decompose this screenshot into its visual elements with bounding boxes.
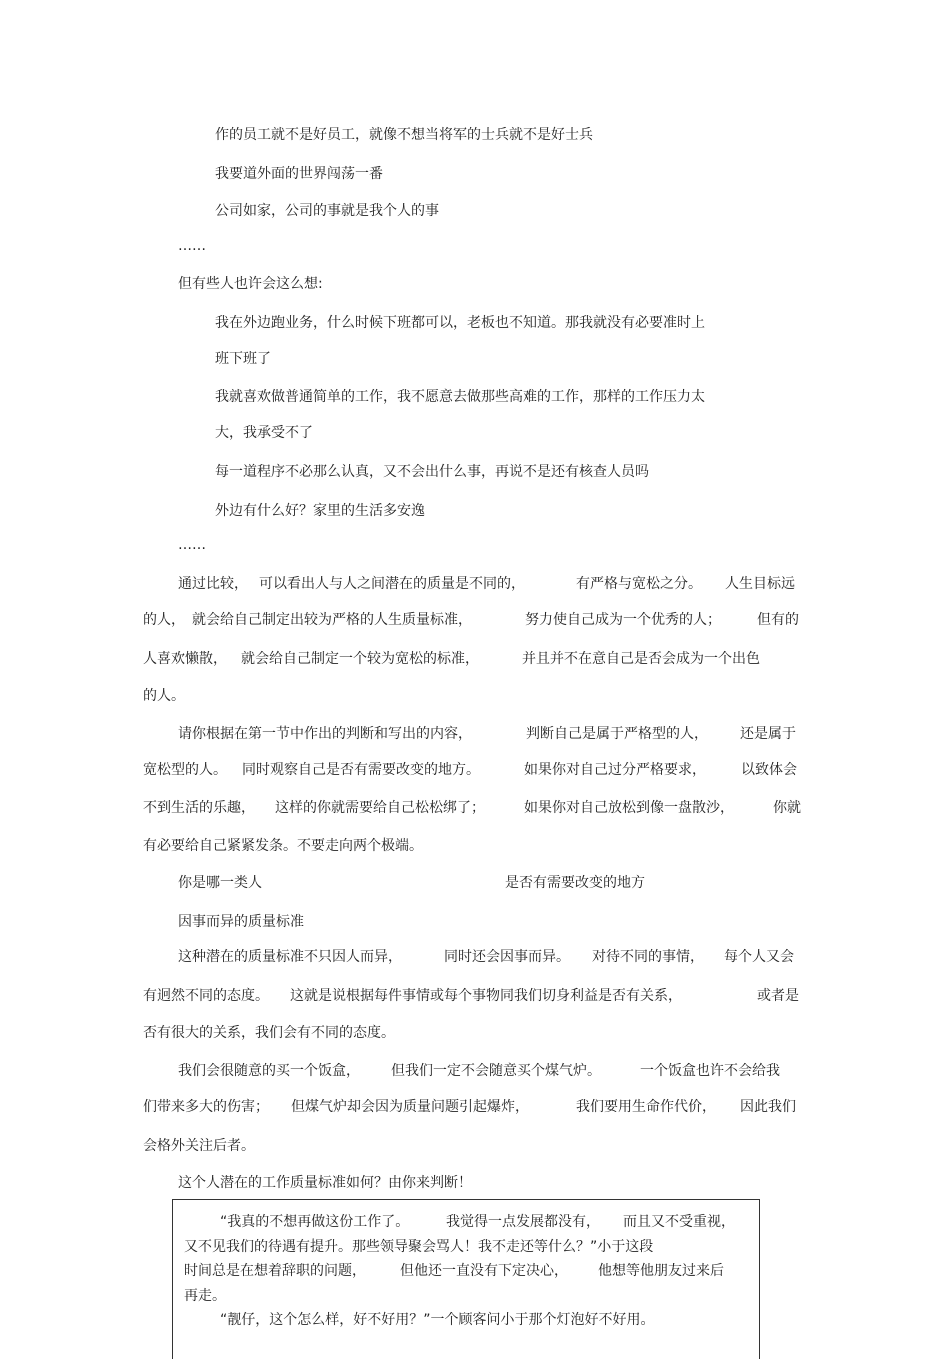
text-segment: 这样的你就需要给自己松松绑了；: [275, 800, 485, 816]
text-segment: 还是属于: [740, 726, 796, 742]
text-segment: 可以看出人与人之间潜在的质量是不同的，: [259, 576, 525, 592]
paragraph-line: [0, 610, 950, 630]
text-segment: 我们会很随意的买一个饭盒，: [178, 1063, 360, 1079]
text-segment: 就会给自己制定一个较为宽松的标准，: [241, 651, 479, 667]
thought-item: 我在外边跑业务，什么时候下班都可以，老板也不知道。那我就没有必要准时上: [215, 315, 705, 331]
paragraph-line: [0, 947, 950, 967]
case-line: 再走。: [184, 1288, 226, 1304]
paragraph-line: [0, 724, 950, 744]
text-segment: 们带来多大的伤害；: [143, 1099, 269, 1115]
text-segment: 我觉得一点发展都没有，: [446, 1214, 600, 1230]
section-heading: 因事而异的质量标准: [178, 914, 304, 930]
text-segment: 但煤气炉却会因为质量问题引起爆炸，: [291, 1099, 529, 1115]
text-segment: 同时还会因事而异。: [444, 949, 570, 965]
text-segment: 时间总是在想着辞职的问题，: [184, 1263, 366, 1279]
text-segment: 一个饭盒也许不会给我: [640, 1063, 780, 1079]
text-segment: 人喜欢懒散，: [143, 651, 227, 667]
text-segment: 就会给自己制定出较为严格的人生质量标准，: [192, 612, 472, 628]
case-line: “靓仔，这个怎么样，好不好用？”一个顾客问小于那个灯泡好不好用。: [220, 1312, 655, 1328]
text-segment: 这种潜在的质量标准不只因人而异，: [178, 949, 402, 965]
text-segment: 我们要用生命作代价，: [576, 1099, 716, 1115]
text-segment: 如果你对自己放松到像一盘散沙，: [524, 800, 734, 816]
thought-item: 每一道程序不必那么认真，又不会出什么事，再说不是还有核查人员吗: [215, 464, 649, 480]
table-header-type: 你是哪一类人: [178, 875, 262, 891]
text-segment: 请你根据在第一节中作出的判断和写出的内容，: [178, 726, 472, 742]
text-segment: 的人，: [143, 612, 185, 628]
intro-item: 公司如家，公司的事就是我个人的事: [215, 203, 439, 219]
text-segment: 这就是说根据每件事情或每个事物同我们切身利益是否有关系，: [290, 988, 682, 1004]
paragraph-line: [0, 574, 950, 594]
text-segment: 但有的: [757, 612, 799, 628]
case-prompt: 这个人潜在的工作质量标准如何？由你来判断！: [178, 1175, 472, 1191]
text-segment: 并且并不在意自己是否会成为一个出色: [522, 651, 760, 667]
text-segment: 每个人又会: [724, 949, 794, 965]
text-segment: 而且又不受重视，: [623, 1214, 735, 1230]
paragraph-line: 否有很大的关系，我们会有不同的态度。: [143, 1025, 395, 1041]
intro-item: 我要道外面的世界闯荡一番: [215, 166, 383, 182]
thought-item: 大，我承受不了: [215, 425, 313, 441]
intro-item: 作的员工就不是好员工，就像不想当将军的士兵就不是好士兵: [215, 127, 593, 143]
text-segment: 你就: [773, 800, 801, 816]
text-segment: 努力使自己成为一个优秀的人；: [525, 612, 721, 628]
text-segment: 或者是: [757, 988, 799, 1004]
text-segment: 有迥然不同的态度。: [143, 988, 269, 1004]
paragraph-line: [0, 760, 950, 780]
paragraph-line: [0, 1097, 950, 1117]
text-segment: 但我们一定不会随意买个煤气炉。: [391, 1063, 601, 1079]
thought-item: 班下班了: [215, 351, 271, 367]
text-segment: “我真的不想再做这份工作了。: [220, 1214, 410, 1230]
text-segment: 通过比较，: [178, 576, 248, 592]
paragraph-line: [0, 1061, 950, 1081]
text-segment: 人生目标远: [725, 576, 795, 592]
text-segment: 因此我们: [740, 1099, 796, 1115]
text-segment: 宽松型的人。: [143, 762, 227, 778]
paragraph-line: 有必要给自己紧紧发条。不要走向两个极端。: [143, 838, 423, 854]
paragraph-line: [0, 649, 950, 669]
paragraph-line: 会格外关注后者。: [143, 1138, 255, 1154]
paragraph-line: [0, 986, 950, 1006]
case-line: [0, 1261, 950, 1281]
paragraph-line: 的人。: [143, 688, 185, 704]
ellipsis: ……: [178, 238, 206, 254]
text-segment: 他想等他朋友过来后: [598, 1263, 724, 1279]
table-header-change: 是否有需要改变的地方: [505, 875, 645, 891]
ellipsis: ……: [178, 537, 206, 553]
text-segment: 有严格与宽松之分。: [576, 576, 702, 592]
thought-item: 外边有什么好？家里的生活多安逸: [215, 503, 425, 519]
transition-line: 但有些人也许会这么想:: [178, 276, 323, 292]
paragraph-line: [0, 798, 950, 818]
text-segment: 如果你对自己过分严格要求，: [524, 762, 706, 778]
text-segment: 对待不同的事情，: [592, 949, 704, 965]
case-line: [0, 1212, 950, 1232]
thought-item: 我就喜欢做普通简单的工作，我不愿意去做那些高难的工作，那样的工作压力太: [215, 389, 705, 405]
text-segment: 同时观察自己是否有需要改变的地方。: [242, 762, 480, 778]
text-segment: 以致体会: [741, 762, 797, 778]
text-segment: 但他还一直没有下定决心，: [400, 1263, 568, 1279]
text-segment: 不到生活的乐趣，: [143, 800, 255, 816]
text-segment: 判断自己是属于严格型的人，: [526, 726, 708, 742]
case-line: 又不见我们的待遇有提升。那些领导聚会骂人！我不走还等什么？”小于这段: [184, 1239, 654, 1255]
